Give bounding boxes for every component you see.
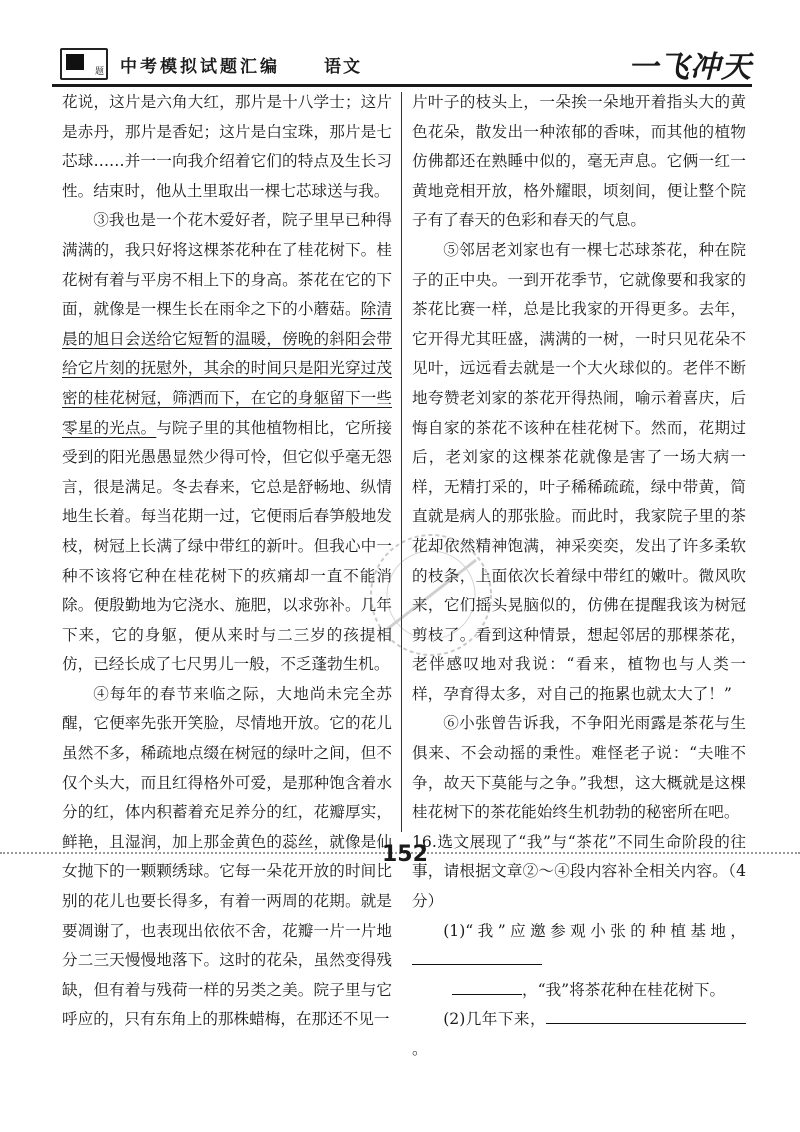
underlined-sentence: 除清晨的旭日会送给它短暂的温暖，傍晚的斜阳会带给它片刻的抚慰外，其余的时间只是阳光穿过茂密的桂花树冠，筛洒而下，在它的身躯留下一些零星的光点。 bbox=[62, 300, 392, 437]
text-line: 满满的，我只好将这棵茶花种在了桂花树下。桂 bbox=[62, 240, 392, 259]
text-line: 性。结束时，他从土里取出一棵七芯球送与我。 bbox=[62, 181, 390, 200]
text-line: 花树有着与平房不相上下的身高。茶花在它的 bbox=[62, 270, 377, 289]
paragraph-3 bbox=[62, 206, 392, 680]
page-number: 152 bbox=[382, 842, 428, 867]
series-logo bbox=[60, 48, 108, 80]
page-header bbox=[52, 42, 752, 92]
paragraph-6: ⑥小张曾告诉我，不争阳光雨露是茶花与生俱来、不会动摇的秉性。难怪老子说：“夫唯不争，故天下莫能与之争。”我想，这大概就是这棵桂花树下的茶花能始终生机勃勃的秘密所在吧。 bbox=[412, 714, 746, 822]
question-16-item-1 bbox=[412, 917, 746, 1006]
text-line: 花说，这片是六角大红，那片是十八学士；这片是 bbox=[62, 93, 392, 141]
text-run: 与院子里的其他植物相比，它所接受到的阳光愚愚显然少得可怜，但它似乎毫无怨言，很是满足。冬去春来，它总是舒畅地、纵情地生长着。每当花期一过，它便雨后春笋般地发枝，树冠上长满了绿中带红的新叶。但我心中一种不该将它种在桂花树下的疚痛却一直不能消除。便殷勤地为它浇水、施肥，以求弥补。几年下来，它的身躯，便从来时与二三岁的孩提相仿，已经长成了七尺男儿一般，不乏蓬勃生机。 bbox=[62, 418, 392, 674]
question-text: 。 bbox=[412, 1040, 428, 1058]
left-column bbox=[62, 88, 392, 1035]
question-16-item-2 bbox=[412, 1005, 746, 1064]
text-line: 下面，就像是一棵生长在雨伞之下的小蘑菇。 bbox=[62, 270, 392, 319]
paragraph-4: ④每年的春节来临之际，大地尚未完全苏醒，它便率先张开笑脸，尽情地开放。它的花儿虽然不多，稀疏地点缀在树冠的绿叶之间，但不仅个头大，而且红得格外可爱，是那种饱含着水分的红，体内积蓄着充足养分的红，花瓣厚实，鲜艳，且湿润，加上那金黄色的蕊丝，就像是仙女抛下的一颗颗绣球。它每一朵花开放的时间比别的花儿也要长得多，有着一两周的花期。就是要凋谢了，也表现出依依不舍，花瓣一片一片地分二三天慢慢地落下。这时的花朵，虽然变得残缺，但有着与残荷一样的另类之美。院子里与它呼应的，只有东角上的那株蜡梅，在那还不见一 bbox=[62, 684, 392, 1029]
column-divider bbox=[401, 92, 402, 832]
question-16-stem: 16.选文展现了“我”与“茶花”不同生命阶段的往事，请根据文章②～④段内容补全相关内容。（4分） bbox=[412, 832, 746, 911]
subject-label: 语文 bbox=[324, 57, 362, 77]
text-line: 球……并一一向我介绍着它们的特点及生长习 bbox=[77, 152, 392, 171]
answer-blank[interactable] bbox=[412, 946, 542, 965]
question-text: (1)“我”应邀参观小张的种植基地， bbox=[443, 921, 746, 940]
paragraph-2-tail bbox=[62, 88, 392, 206]
text-line: ③我也是一个花木爱好者，院子里早已种得 bbox=[93, 211, 392, 230]
text-line: 赤丹，那片是香妃；这片是白宝珠，那片是七芯 bbox=[62, 122, 392, 171]
brand-logo: 一飞冲天 bbox=[628, 50, 752, 85]
question-text: (2)几年下来， bbox=[443, 1010, 546, 1029]
paragraph-5: ⑤邻居老刘家也有一棵七芯球茶花，种在院子的正中央。一到开花季节，它就像要和我家的茶花比赛一样，总是比我家的开得更多。去年，它开得尤其旺盛，满满的一树，一时只见花朵不见叶，远远看去就是一个大火球似的。老伴不断地夸赞老刘家的茶花开得热闹，喻示着喜庆，后悔自家的茶花不该种在桂花树下。然而，花期过后，老刘家的这棵茶花就像是害了一场大病一样，无精打采的，叶子稀稀疏疏，绿中带黄，简直就是病人的那张脸。而此时，我家院子里的茶花却依然精神饱满，神采奕奕，发出了许多柔软的枝条，上面依次长着绿中带红的嫩叶。微风吹来，它们摇头晃脑似的，仿佛在提醒我该为树冠剪枝了。看到这种情景，想起邻居的那棵茶花，老伴感叹地对我说：“看来，植物也与人类一样，孕育得太多，对自己的拖累也就太大了！” bbox=[412, 240, 746, 703]
stamp-watermark bbox=[356, 520, 506, 670]
header-rule bbox=[52, 84, 752, 87]
answer-blank[interactable] bbox=[546, 1005, 746, 1024]
logo-tag: 题 bbox=[94, 67, 104, 77]
logo-mark bbox=[66, 54, 84, 70]
answer-blank[interactable] bbox=[452, 976, 522, 995]
paragraph-4-tail: 片叶子的枝头上，一朵挨一朵地开着指头大的黄色花朵，散发出一种浓郁的香味，而其他的植物仿佛都还在熟睡中似的，毫无声息。它俩一红一黄地竞相开放，格外耀眼，顷刻间，便让整个院子有了春天的色彩和春天的气息。 bbox=[412, 93, 746, 230]
question-text: ，“我”将茶花种在桂花树下。 bbox=[522, 980, 726, 999]
book-title: 中考模拟试题汇编 bbox=[120, 57, 280, 77]
